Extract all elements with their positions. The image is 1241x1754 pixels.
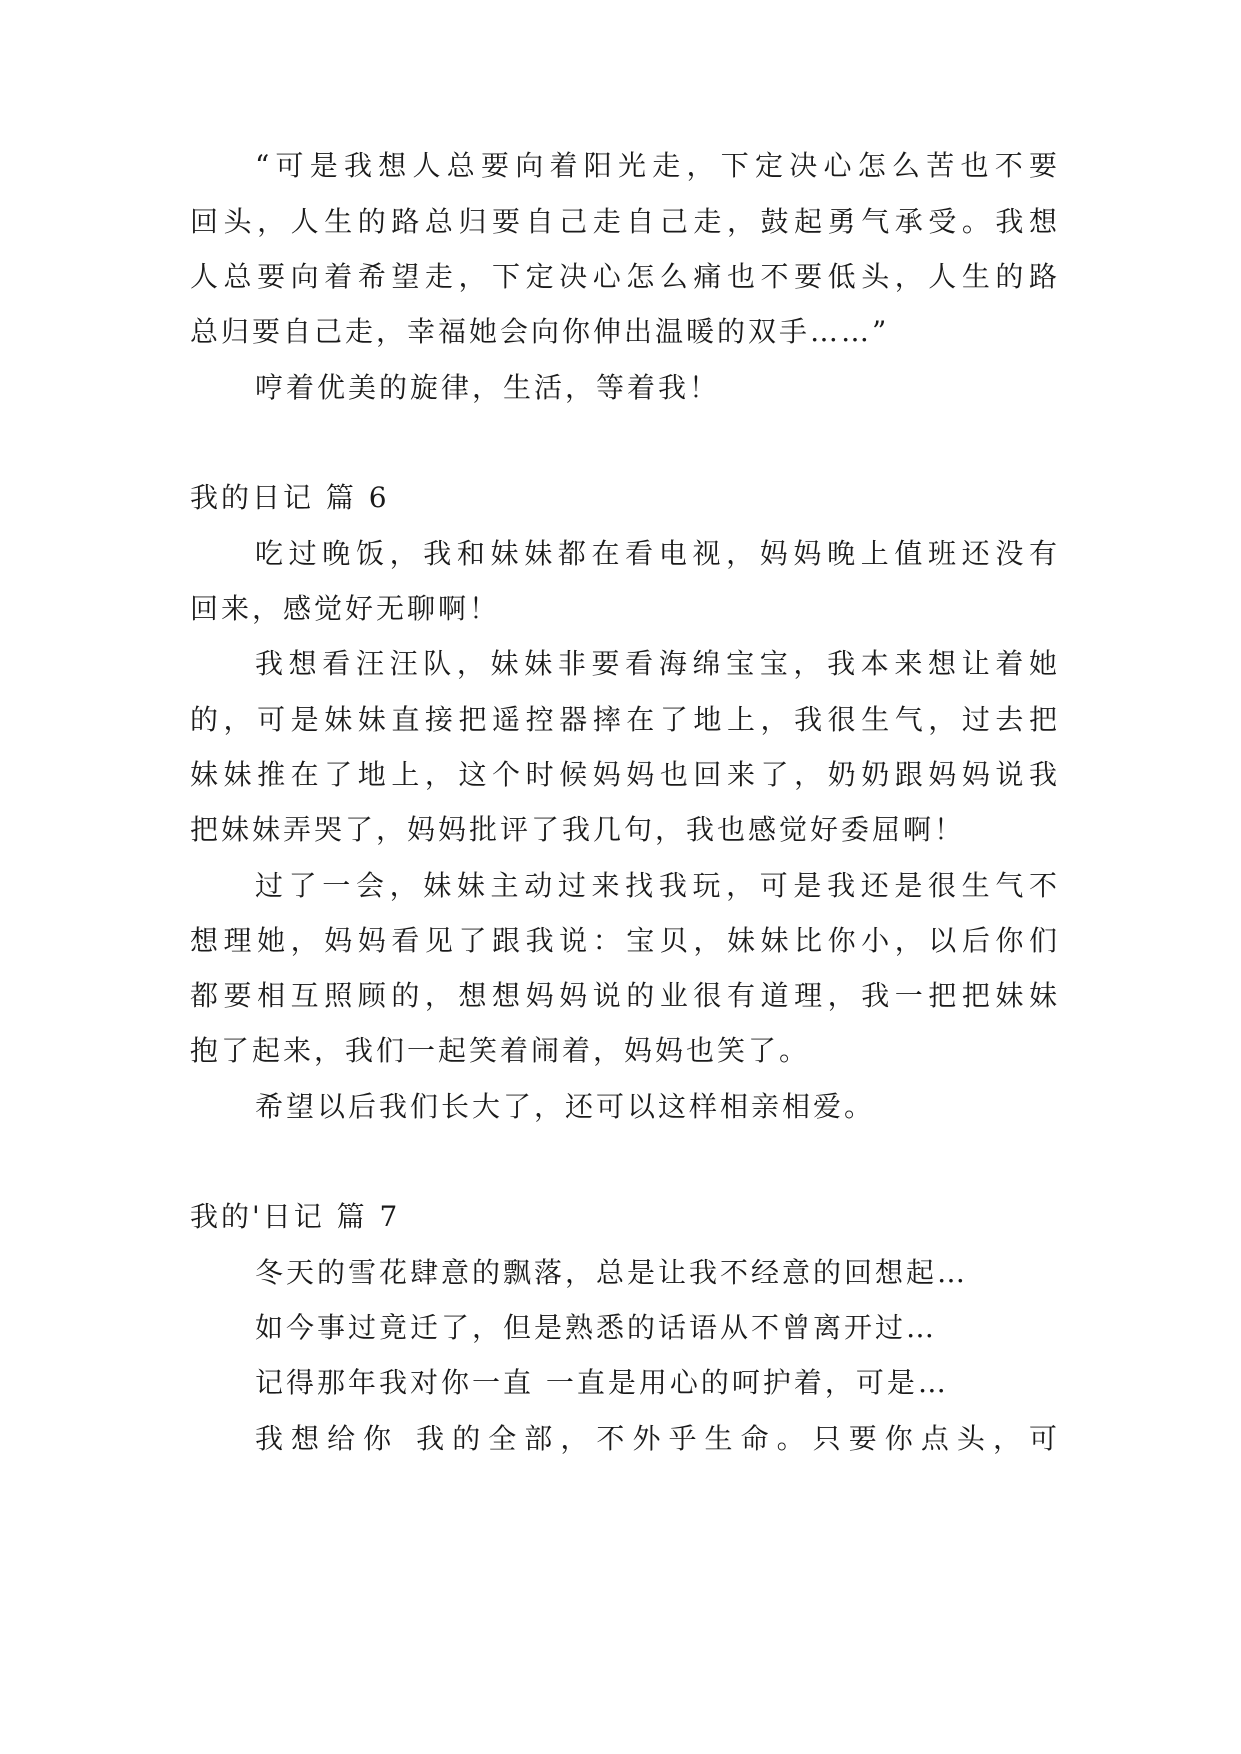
section6-line-9: 都要相互照顾的，想想妈妈说的业很有道理，我一把把妹妹 bbox=[190, 979, 1060, 1012]
section7-line-3: 记得那年我对你一直 一直是用心的呵护着，可是… bbox=[255, 1366, 949, 1399]
section6-line-10: 抱了起来，我们一起笑着闹着，妈妈也笑了。 bbox=[190, 1034, 811, 1067]
section7-heading: 我的'日记 篇 7 bbox=[190, 1200, 401, 1233]
section6-heading: 我的日记 篇 6 bbox=[190, 481, 390, 514]
section6-line-7: 过了一会，妹妹主动过来找我玩，可是我还是很生气不 bbox=[255, 869, 1060, 902]
section6-line-11: 希望以后我们长大了，还可以这样相亲相爱。 bbox=[255, 1090, 876, 1123]
section7-line-4: 我想给你 我的全部，不外乎生命。只要你点头，可 bbox=[255, 1422, 1060, 1455]
intro-closing: 哼着优美的旋律，生活，等着我！ bbox=[255, 371, 721, 404]
section6-line-6: 把妹妹弄哭了，妈妈批评了我几句，我也感觉好委屈啊！ bbox=[190, 813, 966, 846]
section6-line-1: 吃过晚饭，我和妹妹都在看电视，妈妈晚上值班还没有 bbox=[255, 537, 1060, 570]
section7-line-2: 如今事过竟迁了，但是熟悉的话语从不曾离开过… bbox=[255, 1311, 938, 1344]
section6-line-5: 妹妹推在了地上，这个时候妈妈也回来了，奶奶跟妈妈说我 bbox=[190, 758, 1060, 791]
section6-line-8: 想理她，妈妈看见了跟我说：宝贝，妹妹比你小，以后你们 bbox=[190, 924, 1060, 957]
section6-line-4: 的，可是妹妹直接把遥控器摔在了地上，我很生气，过去把 bbox=[190, 703, 1060, 736]
intro-line-4: 总归要自己走，幸福她会向你伸出温暖的双手……” bbox=[190, 315, 890, 348]
intro-line-2: 回头，人生的路总归要自己走自己走，鼓起勇气承受。我想 bbox=[190, 205, 1060, 238]
section7-line-1: 冬天的雪花肆意的飘落，总是让我不经意的回想起… bbox=[255, 1256, 969, 1289]
section6-line-3: 我想看汪汪队，妹妹非要看海绵宝宝，我本来想让着她 bbox=[255, 647, 1060, 680]
section6-line-2: 回来，感觉好无聊啊！ bbox=[190, 592, 501, 625]
intro-line-3: 人总要向着希望走，下定决心怎么痛也不要低头，人生的路 bbox=[190, 260, 1060, 293]
intro-line-1: “可是我想人总要向着阳光走，下定决心怎么苦也不要 bbox=[255, 149, 1060, 182]
